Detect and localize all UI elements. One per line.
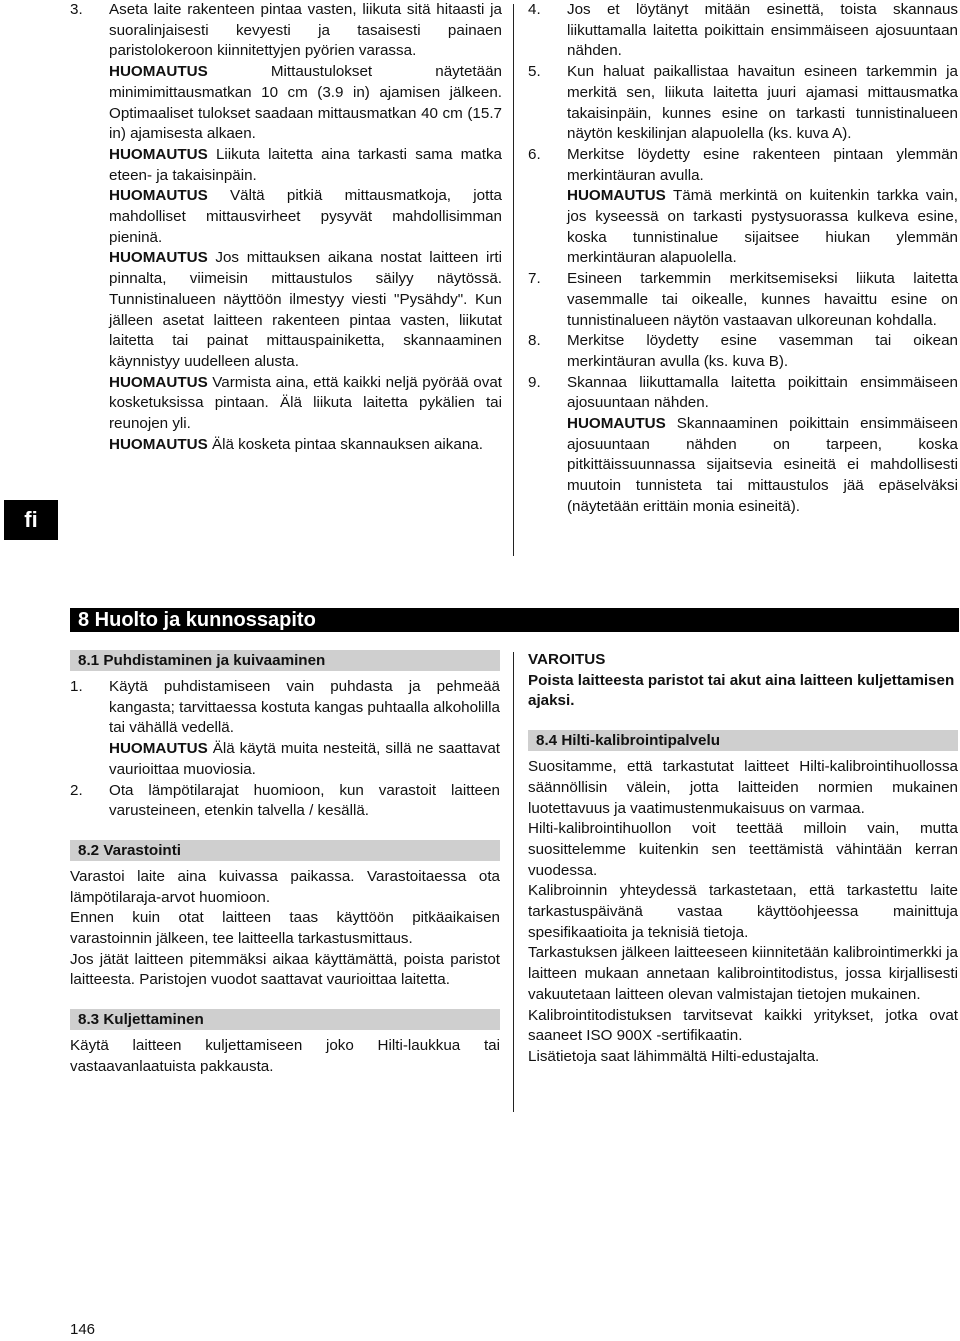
note-text: Älä käytä muita nesteitä, sillä ne saattavat vaurioittaa muoviosia. xyxy=(109,740,500,778)
item-text: Merkitse löydetty esine vasemman tai oikean merkintäuran avulla (ks. kuva B). xyxy=(567,332,958,370)
list-item xyxy=(528,373,958,518)
note-text: Älä kosketa pintaa skannauksen aikana. xyxy=(207,435,483,453)
note xyxy=(567,414,958,518)
paragraph: Jos jätät laitteen pitemmäksi aikaa käyttämättä, poista paristot laitteesta. Paristojen vuodot saattavat vaurioittaa laitetta. xyxy=(70,950,500,989)
note-label: HUOMAUTUS xyxy=(109,373,208,391)
note-label: HUOMAUTUS xyxy=(109,63,208,81)
subsection-title: 8.2 Varastointi xyxy=(70,840,500,861)
list-item xyxy=(70,781,500,822)
note-text: Vältä pitkiä mittausmatkoja, jotta mahdolliset mittausvirheet pysyvät mahdollisimman pieninä. xyxy=(109,187,502,246)
item-number: 1. xyxy=(70,678,83,695)
item-number: 4. xyxy=(528,1,541,18)
list-item xyxy=(528,62,958,145)
subsection-title: 8.3 Kuljettaminen xyxy=(70,1009,500,1030)
spacer xyxy=(70,991,500,1009)
note xyxy=(109,373,502,435)
list-item xyxy=(528,145,958,269)
subsection-title: 8.1 Puhdistaminen ja kuivaaminen xyxy=(70,650,500,671)
list-item xyxy=(528,0,958,62)
paragraph: Hilti-kalibrointihuollon voit teettää milloin vain, mutta suosittelemme kuitenkin sen teettämistä vähintään kerran vuodessa. xyxy=(528,820,958,879)
note xyxy=(109,248,502,372)
spacer xyxy=(70,822,500,840)
note-text: Varmista aina, että kaikki neljä pyörää ovat kosketuksissa pintaan. Älä liikuta laitetta pykälien tai reunojen yli. xyxy=(109,373,502,433)
item-number: 3. xyxy=(70,1,83,18)
item-text: Ota lämpötilarajat huomioon, kun varastoit laitteen varusteineen, etenkin talvella / kesällä. xyxy=(109,781,500,820)
note-text: Jos mittauksen aikana nostat laitteen irti pinnalta, viimeisin mittaustulos säilyy näytössä. Tunnistinalueen näyttöön ilmestyy viesti "Pysähdy". Kun jälleen asetat laitteen rakenteen pintaa vasten, liikutat laitetta tai painat mittauspainiketta, skannaaminen käynnistyy uudelleen alusta. xyxy=(109,249,502,370)
note xyxy=(109,62,502,145)
note-label: HUOMAUTUS xyxy=(567,415,666,433)
paragraph: Kalibroinnin yhteydessä tarkastetaan, että tarkastettu laite tarkastuspäivänä vastaa käyttöohjeessa mainittuja spesifikaatioita ja teknisiä tietoja. xyxy=(528,882,958,941)
note-text: Mittaustulokset näytetään minimimittausmatkan 10 cm (3.9 in) ajamisen jälkeen. Optimaaliset tulokset saadaan mittausmatkan 40 cm (15.7 in) ajamisesta alkaen. xyxy=(109,63,502,143)
list-item xyxy=(528,331,958,372)
list-item xyxy=(70,0,502,455)
item-text: Jos et löytänyt mitään esinettä, toista skannaus liikuttamalla laitetta poikittain ensimmäiseen ajosuuntaan nähden. xyxy=(567,1,958,60)
item-text: Kun haluat paikallistaa havaitun esineen tarkemmin ja merkitä sen, liikuta laitetta juuri ajamasi mittausmatka takaisinpäin, kunnes esine on tarkasti tunnistinalueen näytön keskilinjan alapuolella (ks. kuva A). xyxy=(567,63,958,143)
bottom-right-column xyxy=(528,650,958,1068)
item-text: Käytä puhdistamiseen vain puhdasta ja pehmeää kangasta; tarvittaessa kostuta kangas puhtaalla alkoholilla tai vähällä vedellä. xyxy=(109,678,500,737)
note-label: HUOMAUTUS xyxy=(109,435,208,453)
item-number: 2. xyxy=(70,781,83,799)
column-divider xyxy=(513,652,514,1112)
top-right-column xyxy=(528,0,958,518)
item-text: Skannaa liikuttamalla laitetta poikittain ensimmäiseen ajosuuntaan nähden. xyxy=(567,373,958,412)
list-item xyxy=(70,677,500,781)
note xyxy=(109,435,502,456)
item-number: 6. xyxy=(528,145,541,163)
note xyxy=(567,186,958,269)
item-number: 5. xyxy=(528,63,541,81)
note-label: HUOMAUTUS xyxy=(109,740,208,758)
paragraph: Ennen kuin otat laitteen taas käyttöön pitkäaikaisen varastoinnin jälkeen, tee laitteella tarkastusmittaus. xyxy=(70,909,500,948)
paragraph: Tarkastuksen jälkeen laitteeseen kiinnitetään kalibrointimerkki ja laitteen mukaan annetaan kalibrointitodistus, jossa kirjallisesti vakuutetaan laitteen olevan valmistajan tietojen mukainen. xyxy=(528,944,958,1003)
warning-text: Poista laitteesta paristot tai akut aina laitteen kuljettamisen ajaksi. xyxy=(528,671,955,710)
note-label: HUOMAUTUS xyxy=(109,187,208,205)
paragraph: Lisätietoja saat lähimmältä Hilti-edustajalta. xyxy=(528,1047,820,1065)
item-text: Aseta laite rakenteen pintaa vasten, liikuta sitä hitaasti ja suoralinjaisesti kevyesti ja tasaisesti painaen paristolokeroon kiinnitettyjen pyörien varassa. xyxy=(109,1,502,60)
item-text: Esineen tarkemmin merkitsemiseksi liikuta laitetta vasemmalle tai oikealle, kunnes havaittu esine on tunnistinalueen näytön vastaavan ulkoreunan kohdalla. xyxy=(567,270,958,329)
column-divider xyxy=(513,4,514,556)
language-tab: fi xyxy=(4,500,58,540)
note-text: Tämä merkintä on kuitenkin tarkka vain, jos kyseessä on tarkasti pystysuorassa kulkeva esine, koska tunnistinalue sijaitsee hiukan ylemmän merkintäuran alapuolella. xyxy=(567,187,958,267)
page-number: 146 xyxy=(70,1321,96,1338)
paragraph: Käytä laitteen kuljettamiseen joko Hilti-laukkua tai vastaavanlaatuista pakkausta. xyxy=(70,1037,500,1075)
note xyxy=(109,145,502,186)
item-text: Merkitse löydetty esine rakenteen pintaan ylemmän merkintäuran avulla. xyxy=(567,145,958,184)
note xyxy=(109,739,500,780)
item-number: 7. xyxy=(528,270,541,288)
list-item xyxy=(528,269,958,331)
item-number: 9. xyxy=(528,373,541,391)
note-label: HUOMAUTUS xyxy=(109,249,208,267)
note-text: Skannaaminen poikittain ensimmäiseen ajosuuntaan nähden on tarpeen, koska pitkittäissuunnassa sijaitsevia esineitä ei mahdollisesti muutoin tunnisteta tai mittaustulos jää epäselväksi (näytetään erittäin monia esineitä). xyxy=(567,415,958,515)
paragraph: Varastoi laite aina kuivassa paikassa. Varastoitaessa ota lämpötilaraja-arvot huomioon. xyxy=(70,867,500,906)
note-label: HUOMAUTUS xyxy=(109,145,208,163)
paragraph: Suositamme, että tarkastutat laitteet Hilti-kalibrointihuollossa säännöllisin välein, jotta laitteiden normien mukainen luotettavuus ja vaatimustenmukaisuus on varmaa. xyxy=(528,758,958,817)
item-number: 8. xyxy=(528,332,541,350)
warning-title: VAROITUS xyxy=(528,651,606,668)
top-left-column xyxy=(70,0,502,455)
spacer xyxy=(528,712,958,730)
subsection-title: 8.4 Hilti-kalibrointipalvelu xyxy=(528,730,958,751)
note xyxy=(109,186,502,248)
note-text: Liikuta laitetta aina tarkasti sama matka eteen- ja takaisinpäin. xyxy=(109,145,502,184)
section-title: 8 Huolto ja kunnossapito xyxy=(70,608,959,632)
bottom-left-column xyxy=(70,650,500,1078)
note-label: HUOMAUTUS xyxy=(567,187,666,205)
paragraph: Kalibrointitodistuksen tarvitsevat kaikki yritykset, jotka ovat saaneet ISO 900X -sertifikaatin. xyxy=(528,1006,958,1045)
